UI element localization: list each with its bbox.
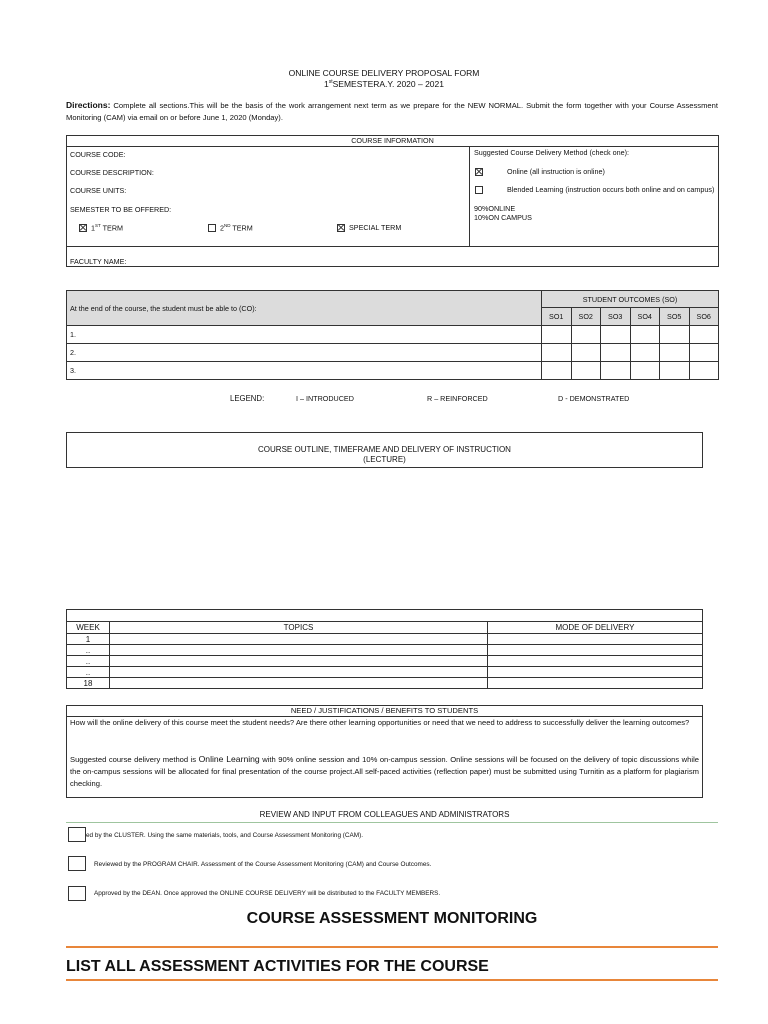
online-option[interactable] <box>475 167 605 176</box>
term2-sup: ND <box>224 223 231 228</box>
answer-intro: Suggested course delivery method is <box>70 755 197 764</box>
so-cell[interactable] <box>571 344 601 362</box>
blended-option-label: Blended Learning (instruction occurs both online and on campus) <box>507 185 715 194</box>
mode-cell[interactable] <box>488 634 703 645</box>
program-chair-text: Reviewed by the PROGRAM CHAIR. Assessment of the Course Assessment Monitoring (CAM) and Course Outcomes. <box>94 861 432 868</box>
week-number: .. <box>67 645 110 656</box>
topic-cell[interactable] <box>110 656 488 667</box>
online-checkbox[interactable] <box>475 168 483 176</box>
review-divider <box>66 822 718 823</box>
faculty-name-label: FACULTY NAME: <box>70 257 127 266</box>
justification-question: How will the online delivery of this course meet the student needs? Are there other learning opportunities or need that we need to address to successfully deliver the learning outcomes? <box>70 718 690 727</box>
delivery-method-heading: Suggested Course Delivery Method (check one): <box>474 148 630 157</box>
course-information-heading: COURSE INFORMATION <box>67 136 718 147</box>
topics-column-header: TOPICS <box>110 622 488 634</box>
justification-heading: NEED / JUSTIFICATIONS / BENEFITS TO STUDENTS <box>67 706 702 717</box>
so-cell[interactable] <box>601 344 631 362</box>
cluster-review-checkbox[interactable] <box>68 827 86 842</box>
so-cell[interactable] <box>542 344 572 362</box>
cam-title: COURSE ASSESSMENT MONITORING <box>246 910 538 927</box>
semester-sup: st <box>328 79 333 86</box>
column-divider <box>469 146 470 246</box>
schedule-row <box>67 645 703 656</box>
week-number: 1 <box>67 634 110 645</box>
campus-split: 10%ON CAMPUS <box>474 213 532 222</box>
semester-number: 1 <box>324 79 329 89</box>
dean-text: Approved by the DEAN. Once approved the ONLINE COURSE DELIVERY will be distributed to the FACULTY MEMBERS. <box>94 890 441 897</box>
course-code-label: COURSE CODE: <box>70 150 126 159</box>
week-number: .. <box>67 656 110 667</box>
course-outline-title: COURSE OUTLINE, TIMEFRAME AND DELIVERY OF INSTRUCTION <box>258 445 511 454</box>
assessment-list-heading: LIST ALL ASSESSMENT ACTIVITIES FOR THE COURSE <box>66 958 489 975</box>
online-split: 90%ONLINE <box>474 204 516 213</box>
semester-text: SEMESTERA.Y. 2020 – 2021 <box>332 79 444 89</box>
so-cell[interactable] <box>601 326 631 344</box>
legend-reinforced: R – REINFORCED <box>427 394 488 403</box>
topic-cell[interactable] <box>110 678 488 689</box>
so-cell[interactable] <box>660 344 690 362</box>
special-term-checkbox[interactable] <box>337 224 345 232</box>
topic-cell[interactable] <box>110 645 488 656</box>
so-label: SO4 <box>630 308 660 326</box>
week-column-header: WEEK <box>67 622 110 634</box>
cam-title-rule <box>66 946 718 948</box>
term2-label: TERM <box>232 223 253 233</box>
week-number: 18 <box>67 678 110 689</box>
so-cell[interactable] <box>630 326 660 344</box>
schedule-row <box>67 667 703 678</box>
outcome-number: 2. <box>67 344 542 362</box>
cluster-review-text: ed by the CLUSTER. Using the same materials, tools, and Course Assessment Monitoring (CAM). <box>86 832 364 839</box>
course-description-label: COURSE DESCRIPTION: <box>70 168 154 177</box>
so-cell[interactable] <box>689 362 719 380</box>
so-cell[interactable] <box>571 362 601 380</box>
online-option-label: Online (all instruction is online) <box>507 167 605 176</box>
schedule-row <box>67 678 703 689</box>
program-chair-checkbox[interactable] <box>68 856 86 871</box>
so-cell[interactable] <box>660 362 690 380</box>
outcome-row <box>67 362 719 380</box>
course-outline-box <box>66 432 703 468</box>
schedule-row <box>67 634 703 645</box>
so-cell[interactable] <box>689 326 719 344</box>
term2-checkbox[interactable] <box>208 224 216 232</box>
legend-label: LEGEND: <box>230 394 265 403</box>
term1-num: 1 <box>91 223 95 233</box>
term1-label: TERM <box>102 223 124 233</box>
outcome-number: 3. <box>67 362 542 380</box>
mode-cell[interactable] <box>488 656 703 667</box>
term1-sup: ST <box>95 223 101 228</box>
schedule-row <box>67 656 703 667</box>
justification-answer <box>70 753 699 790</box>
faculty-divider <box>67 246 718 247</box>
mode-column-header: MODE OF DELIVERY <box>488 622 703 634</box>
topic-cell[interactable] <box>110 667 488 678</box>
answer-body: with 90% online session and 10% on-campus session. Online sessions will be focused on the delivery of topic discussions while the on-campus sessions will be allocated for final presentation of the course project.All self-paced activities (reflection paper) must be submitted using Turnitin as a platform for plagiarism checking. <box>70 755 699 788</box>
directions-label: Directions: <box>66 100 111 110</box>
so-label: SO3 <box>601 308 631 326</box>
mode-cell[interactable] <box>488 667 703 678</box>
so-label: SO5 <box>660 308 690 326</box>
blended-checkbox[interactable] <box>475 186 483 194</box>
semester-offered-label: SEMESTER TO BE OFFERED: <box>70 205 172 214</box>
so-cell[interactable] <box>542 362 572 380</box>
term2-option[interactable] <box>208 223 253 232</box>
so-heading: STUDENT OUTCOMES (SO) <box>542 291 719 308</box>
form-title: ONLINE COURSE DELIVERY PROPOSAL FORM <box>288 68 480 78</box>
schedule-top-border <box>66 609 703 621</box>
so-cell[interactable] <box>689 344 719 362</box>
so-cell[interactable] <box>630 362 660 380</box>
so-label: SO6 <box>689 308 719 326</box>
course-units-label: COURSE UNITS: <box>70 186 127 195</box>
term2-num: 2 <box>220 223 224 233</box>
topic-cell[interactable] <box>110 634 488 645</box>
blended-option[interactable] <box>475 185 714 194</box>
outcome-number: 1. <box>67 326 542 344</box>
course-information-box <box>66 135 719 267</box>
mode-cell[interactable] <box>488 645 703 656</box>
outcome-row <box>67 326 719 344</box>
directions <box>66 99 718 124</box>
review-heading: REVIEW AND INPUT FROM COLLEAGUES AND ADMINISTRATORS <box>259 810 510 819</box>
special-term-option[interactable] <box>337 223 401 232</box>
dean-checkbox[interactable] <box>68 886 86 901</box>
outcomes-table <box>66 290 719 380</box>
mode-cell[interactable] <box>488 678 703 689</box>
outcome-row <box>67 344 719 362</box>
term1-option[interactable] <box>79 223 123 232</box>
answer-emphasis: Online Learning <box>198 754 260 764</box>
so-label: SO1 <box>542 308 572 326</box>
course-outline-subtitle: (LECTURE) <box>363 455 406 464</box>
week-number: .. <box>67 667 110 678</box>
assessment-heading-rule <box>66 979 718 981</box>
schedule-table <box>66 621 703 689</box>
so-cell[interactable] <box>601 362 631 380</box>
special-term-label: SPECIAL TERM <box>349 223 402 232</box>
so-cell[interactable] <box>542 326 572 344</box>
so-cell[interactable] <box>630 344 660 362</box>
so-label: SO2 <box>571 308 601 326</box>
so-cell[interactable] <box>571 326 601 344</box>
justification-box <box>66 705 703 798</box>
so-cell[interactable] <box>660 326 690 344</box>
semester-line <box>0 79 768 89</box>
legend-demonstrated: D - DEMONSTRATED <box>558 394 630 403</box>
directions-text: Complete all sections.This will be the basis of the work arrangement next term as we prepare for the NEW NORMAL. Submit the form together with your Course Assessment Monitoring (CAM) via email on or before June 1, 2020 (Monday). <box>66 101 718 122</box>
legend-introduced: I – INTRODUCED <box>296 394 354 403</box>
outcomes-prompt: At the end of the course, the student must be able to (CO): <box>67 291 542 326</box>
term1-checkbox[interactable] <box>79 224 87 232</box>
